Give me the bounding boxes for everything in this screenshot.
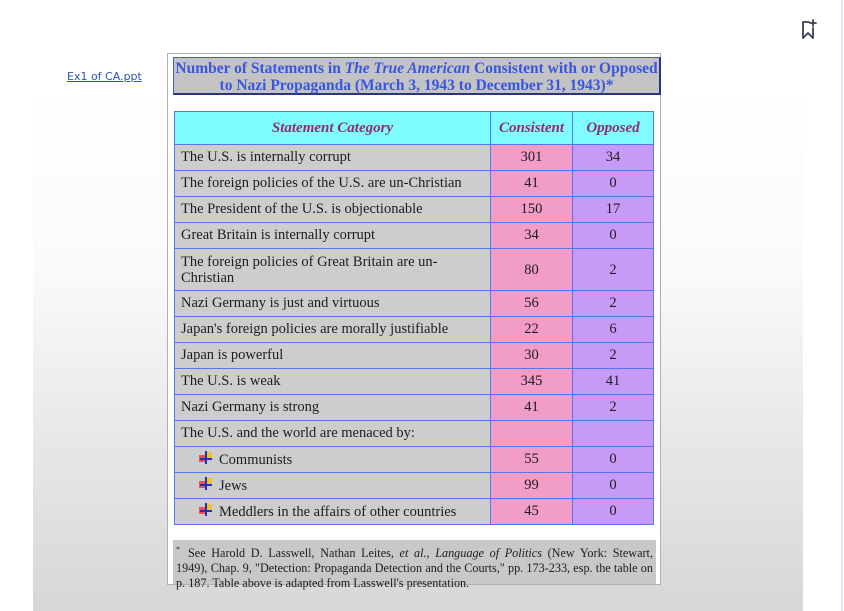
opposed-cell <box>573 421 654 447</box>
category-cell <box>175 473 491 499</box>
consistent-cell: 301 <box>491 145 573 171</box>
category-cell <box>175 369 491 395</box>
category-cell <box>175 343 491 369</box>
table-row <box>175 249 654 291</box>
opposed-cell: 2 <box>573 291 654 317</box>
category-cell <box>175 447 491 473</box>
opposed-cell: 17 <box>573 197 654 223</box>
consistent-cell: 55 <box>491 447 573 473</box>
category-cell <box>175 499 491 525</box>
footnote-italic: et al., Language of Politics <box>399 546 542 560</box>
opposed-cell: 0 <box>573 171 654 197</box>
opposed-cell: 2 <box>573 343 654 369</box>
consistent-cell: 150 <box>491 197 573 223</box>
category-label: Nazi Germany is just and virtuous <box>181 295 380 311</box>
bookmark-button[interactable] <box>796 15 822 43</box>
bullet-icon <box>199 451 213 465</box>
category-cell <box>175 249 491 291</box>
table-row <box>175 447 654 473</box>
category-cell <box>175 395 491 421</box>
consistent-cell <box>491 421 573 447</box>
table-row <box>175 473 654 499</box>
file-link[interactable]: Ex1 of CA.ppt <box>67 70 142 83</box>
category-label: Meddlers in the affairs of other countries <box>219 503 457 520</box>
table-row <box>175 291 654 317</box>
title-publication: The True American <box>344 60 471 77</box>
footnote-marker: * <box>176 545 180 554</box>
title-part2: Consistent with or Opposed to Nazi Propaganda (March 3, 1943 to December 31, 1943)* <box>219 60 658 94</box>
table-row <box>175 343 654 369</box>
bookmark-add-icon <box>799 18 819 40</box>
statements-table <box>174 111 654 525</box>
column-header-opposed: Opposed <box>573 112 654 145</box>
scrollbar-edge <box>841 0 843 611</box>
footnote-text2: (New York: Stewart, 1949), Chap. 9, "Detection: Propaganda Detection and the Courts," pp. 173-233, esp. the table on p. 187. Table above is adapted from Lasswell's presentation. <box>176 546 653 590</box>
footnote-text1: See Harold D. Lasswell, Nathan Leites, <box>188 546 400 560</box>
table-row <box>175 197 654 223</box>
consistent-cell: 45 <box>491 499 573 525</box>
consistent-cell: 41 <box>491 395 573 421</box>
column-header-category: Statement Category <box>175 112 491 145</box>
table-row <box>175 421 654 447</box>
category-label: The President of the U.S. is objectionable <box>181 201 423 217</box>
consistent-cell: 80 <box>491 249 573 291</box>
category-label: Nazi Germany is strong <box>181 399 320 415</box>
opposed-cell: 6 <box>573 317 654 343</box>
opposed-cell: 0 <box>573 499 654 525</box>
category-cell <box>175 317 491 343</box>
consistent-cell: 99 <box>491 473 573 499</box>
category-label: The U.S. is internally corrupt <box>181 149 351 165</box>
footnote <box>173 540 656 590</box>
table-row <box>175 145 654 171</box>
table-row <box>175 395 654 421</box>
category-cell <box>175 291 491 317</box>
category-cell <box>175 171 491 197</box>
consistent-cell: 30 <box>491 343 573 369</box>
consistent-cell: 56 <box>491 291 573 317</box>
opposed-cell: 0 <box>573 447 654 473</box>
category-label: The U.S. and the world are menaced by: <box>181 425 415 441</box>
category-cell <box>175 421 491 447</box>
bullet-icon <box>199 503 213 517</box>
category-label: The foreign policies of the U.S. are un-Christian <box>181 175 462 191</box>
consistent-cell: 41 <box>491 171 573 197</box>
table-row <box>175 223 654 249</box>
category-cell <box>175 223 491 249</box>
opposed-cell: 2 <box>573 395 654 421</box>
category-cell <box>175 197 491 223</box>
column-header-consistent: Consistent <box>491 112 573 145</box>
category-label: Great Britain is internally corrupt <box>181 227 376 243</box>
opposed-cell: 2 <box>573 249 654 291</box>
table-row <box>175 369 654 395</box>
category-label: Japan is powerful <box>181 347 284 363</box>
slide <box>167 53 661 590</box>
consistent-cell: 34 <box>491 223 573 249</box>
category-cell <box>175 145 491 171</box>
category-label: Communists <box>219 451 293 468</box>
opposed-cell: 0 <box>573 223 654 249</box>
table-row <box>175 499 654 525</box>
consistent-cell: 345 <box>491 369 573 395</box>
category-label: Jews <box>219 477 248 494</box>
table-row <box>175 171 654 197</box>
category-label: The foreign policies of Great Britain are un-Christian <box>181 253 438 286</box>
opposed-cell: 34 <box>573 145 654 171</box>
title-part1: Number of Statements in <box>175 60 345 77</box>
consistent-cell: 22 <box>491 317 573 343</box>
bullet-icon <box>199 477 213 491</box>
category-label: The U.S. is weak <box>181 373 281 389</box>
slide-title <box>173 57 661 95</box>
table-header-row <box>175 112 654 145</box>
opposed-cell: 0 <box>573 473 654 499</box>
table-row <box>175 317 654 343</box>
category-label: Japan's foreign policies are morally justifiable <box>181 321 449 337</box>
opposed-cell: 41 <box>573 369 654 395</box>
